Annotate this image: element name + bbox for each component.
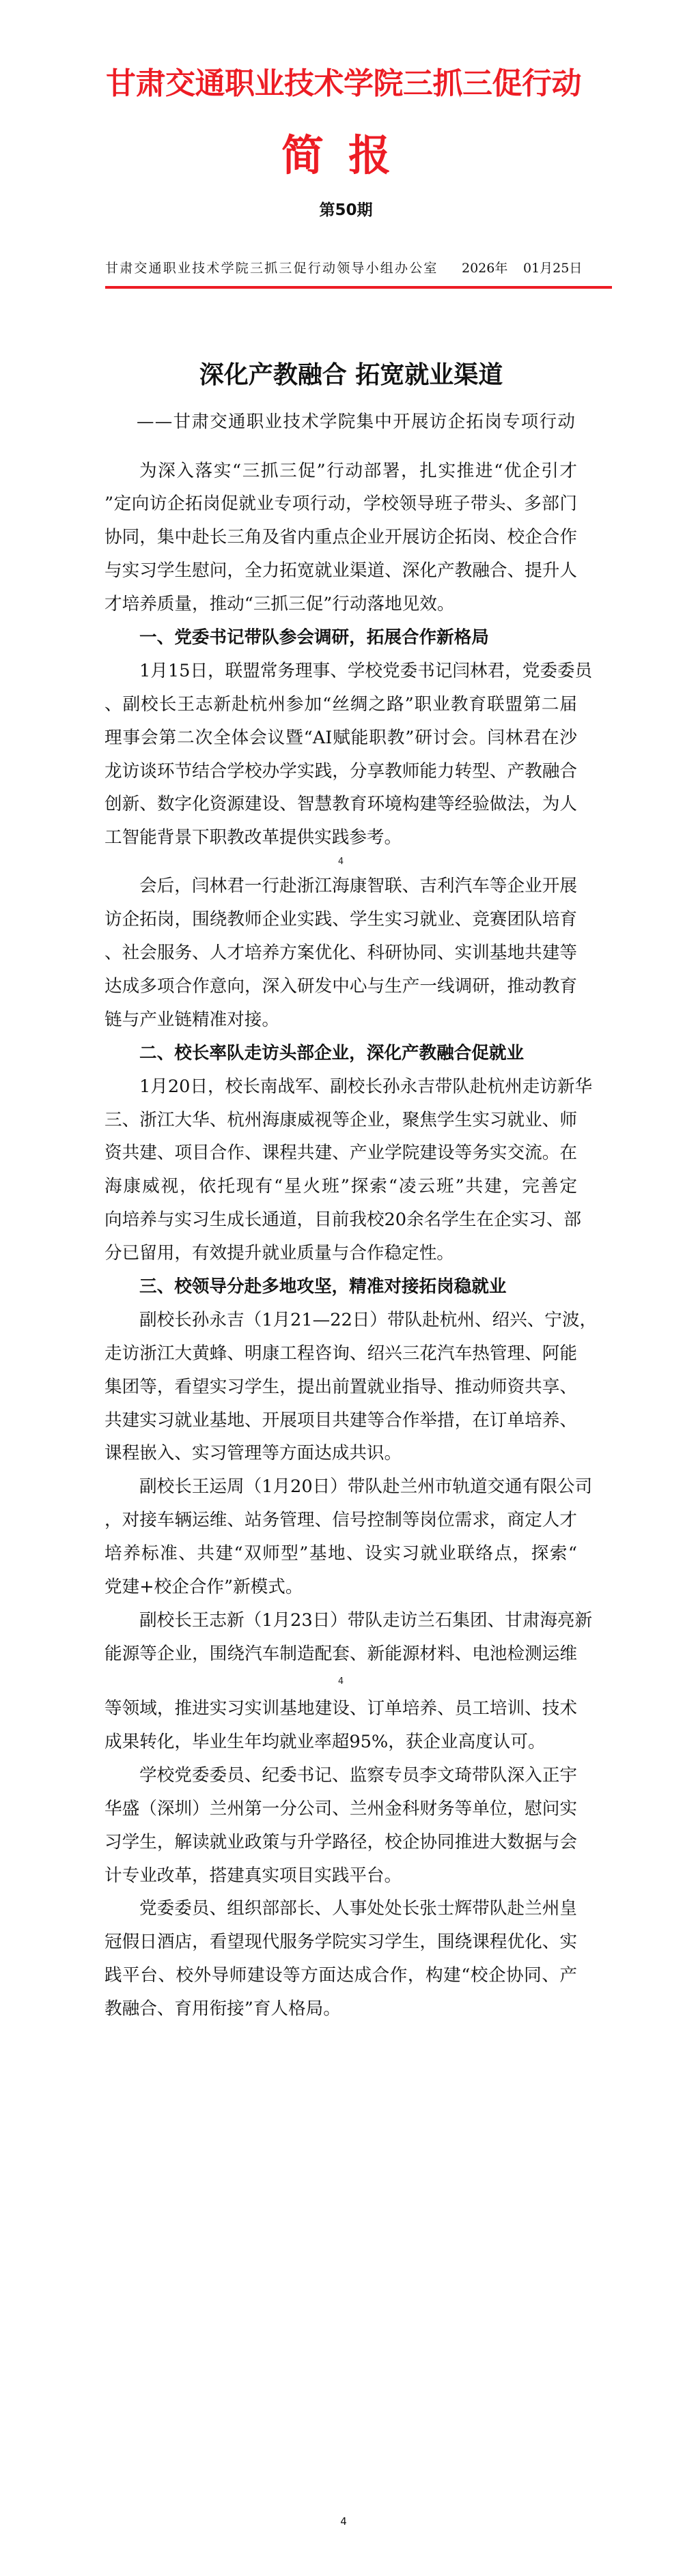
bulletin-label: 简报 xyxy=(281,130,415,180)
red-divider xyxy=(105,286,612,289)
paragraph xyxy=(104,1892,577,2026)
paragraph-line: 分已留用，有效提升就业质量与合作稳定性。 xyxy=(104,1243,454,1264)
page-number-text: 4 xyxy=(337,1676,344,1687)
page-break-number xyxy=(104,1671,577,1692)
paragraph-continued xyxy=(104,1692,577,1759)
paragraph-line: 、社会服务、人才培养方案优化、科研协同、实训基地共建等 xyxy=(104,943,577,964)
section-heading: 一、党委书记带队参会调研，拓展合作新格局 xyxy=(139,627,489,648)
paragraph-line: 培养标准、共建“双师型”基地、设实习就业联络点，探索“ xyxy=(104,1543,577,1564)
page-number-text: 4 xyxy=(337,857,344,868)
paragraph-line: 访企拓岗，围绕教师企业实践、学生实习就业、竞赛团队培育 xyxy=(104,909,577,930)
paragraph-line: 践平台、校外导师建设等方面达成合作，构建“校企协同、产 xyxy=(104,1965,577,1986)
paragraph-line: 工智能背景下职教改革提供实践参考。 xyxy=(104,827,402,848)
paragraph-line: 冠假日酒店，看望现代服务学院实习学生，围绕课程优化、实 xyxy=(104,1932,577,1953)
paragraph-line: 海康威视，依托现有“星火班”探索“凌云班”共建，完善定 xyxy=(104,1176,577,1197)
paragraph xyxy=(104,1304,598,1470)
paragraph xyxy=(104,455,577,621)
article-title: 深化产教融合 拓宽就业渠道 xyxy=(199,360,503,389)
article-subtitle: ——甘肃交通职业技术学院集中开展访企拓岗专项行动 xyxy=(137,412,576,432)
paragraph-line: 党建+校企合作”新模式。 xyxy=(104,1577,303,1598)
paragraph-line: 等领域，推进实习实训基地建设、订单培养、员工培训、技术 xyxy=(104,1698,577,1719)
paragraph-line: 能源等企业，围绕汽车制造配套、新能源材料、电池检测运维 xyxy=(104,1643,577,1664)
paragraph xyxy=(104,1759,577,1893)
issue-number: 第50期 xyxy=(319,201,373,219)
paragraph-line: 副校长孙永吉（1月21—22日）带队赴杭州、绍兴、宁波， xyxy=(139,1309,598,1330)
paragraph-line: 资共建、项目合作、课程共建、产业学院建设等务实交流。在 xyxy=(104,1143,577,1164)
bulletin-masthead-title: 甘肃交通职业技术学院三抓三促行动 xyxy=(106,66,581,101)
paragraph-line: 链与产业链精准对接。 xyxy=(104,1009,279,1030)
paragraph-line: 教融合、育用衔接”育人格局。 xyxy=(104,1999,341,2020)
issue-year: 2026年 xyxy=(462,261,508,276)
paragraph-line: 计专业改革，搭建真实项目实践平台。 xyxy=(104,1865,402,1886)
issue-date: 01月25日 xyxy=(523,261,583,276)
paragraph-line: 习学生，解读就业政策与升学路径，校企协同推进大数据与会 xyxy=(104,1831,577,1852)
section-heading: 二、校长率队走访头部企业，深化产教融合促就业 xyxy=(139,1042,525,1063)
paragraph-line: 副校长王志新（1月23日）带队走访兰石集团、甘肃海亮新 xyxy=(139,1609,593,1631)
page-break-number xyxy=(104,855,577,870)
paragraph-line: 协同，集中赴长三角及省内重点企业开展访企拓岗、校企合作 xyxy=(104,527,577,548)
paragraph-line: 集团等，看望实习学生，提出前置就业指导、推动师资共享、 xyxy=(104,1376,577,1397)
paragraph-line: 与实习学生慰问，全力拓宽就业渠道、深化产教融合、提升人 xyxy=(104,560,577,582)
article-body xyxy=(104,455,598,2026)
paragraph xyxy=(104,1470,593,1604)
paragraph-line: 课程嵌入、实习管理等方面达成共识。 xyxy=(104,1443,402,1464)
paragraph-line: ，对接车辆运维、站务管理、信号控制等岗位需求，商定人才 xyxy=(104,1510,577,1531)
section-heading: 三、校领导分赴多地攻坚，精准对接拓岗稳就业 xyxy=(139,1276,507,1298)
paragraph-line: 华盛（深圳）兰州第一分公司、兰州金科财务等单位，慰问实 xyxy=(104,1798,577,1819)
paragraph xyxy=(104,1070,593,1270)
paragraph xyxy=(104,655,593,855)
issuing-office: 甘肃交通职业技术学院三抓三促行动领导小组办公室 xyxy=(105,261,438,276)
paragraph-line: 学校党委委员、纪委书记、监察专员李文琦带队深入正宇 xyxy=(139,1764,577,1786)
paragraph-line: 创新、数字化资源建设、智慧教育环境构建等经验做法，为人 xyxy=(104,794,577,815)
paragraph-line: 向培养与实习生成长通道，目前我校20余名学生在企实习、部 xyxy=(104,1210,582,1231)
paragraph-line: 理事会第二次全体会议暨“AI赋能职教”研讨会。闫林君在沙 xyxy=(104,727,577,748)
paragraph xyxy=(104,1604,593,1671)
paragraph-line: 1月20日，校长南战军、副校长孙永吉带队赴杭州走访新华 xyxy=(139,1076,593,1097)
paragraph-line: 、副校长王志新赴杭州参加“丝绸之路”职业教育联盟第二届 xyxy=(104,693,577,715)
paragraph-line: 才培养质量，推动“三抓三促”行动落地见效。 xyxy=(104,594,455,615)
paragraph-line: 党委委员、组织部部长、人事处处长张士辉带队赴兰州皇 xyxy=(139,1898,577,1919)
paragraph-line: 共建实习就业基地、开展项目共建等合作举措，在订单培养、 xyxy=(104,1409,577,1431)
paragraph-line: 龙访谈环节结合学校办学实践，分享教师能力转型、产教融合 xyxy=(104,760,577,782)
paragraph-line: 达成多项合作意向，深入研发中心与生产一线调研，推动教育 xyxy=(104,976,577,997)
paragraph xyxy=(104,870,577,1036)
paragraph-line: 走访浙江大黄蜂、明康工程咨询、绍兴三花汽车热管理、阿能 xyxy=(104,1343,577,1364)
paragraph-line: 会后，闫林君一行赴浙江海康智联、吉利汽车等企业开展 xyxy=(139,876,577,897)
paragraph-line: 三、浙江大华、杭州海康威视等企业，聚焦学生实习就业、师 xyxy=(104,1109,577,1130)
paragraph-line: ”定向访企拓岗促就业专项行动，学校领导班子带头、多部门 xyxy=(104,493,577,515)
issuer-line xyxy=(105,259,583,277)
paragraph-line: 副校长王运周（1月20日）带队赴兰州市轨道交通有限公司 xyxy=(139,1476,593,1498)
paragraph-line: 成果转化，毕业生年均就业率超95%，获企业高度认可。 xyxy=(104,1731,546,1752)
paragraph-line: 1月15日，联盟常务理事、学校党委书记闫林君，党委委员 xyxy=(139,660,593,681)
footer-page-number: 4 xyxy=(340,2515,347,2528)
paragraph-line: 为深入落实“三抓三促”行动部署，扎实推进“优企引才 xyxy=(139,460,577,481)
